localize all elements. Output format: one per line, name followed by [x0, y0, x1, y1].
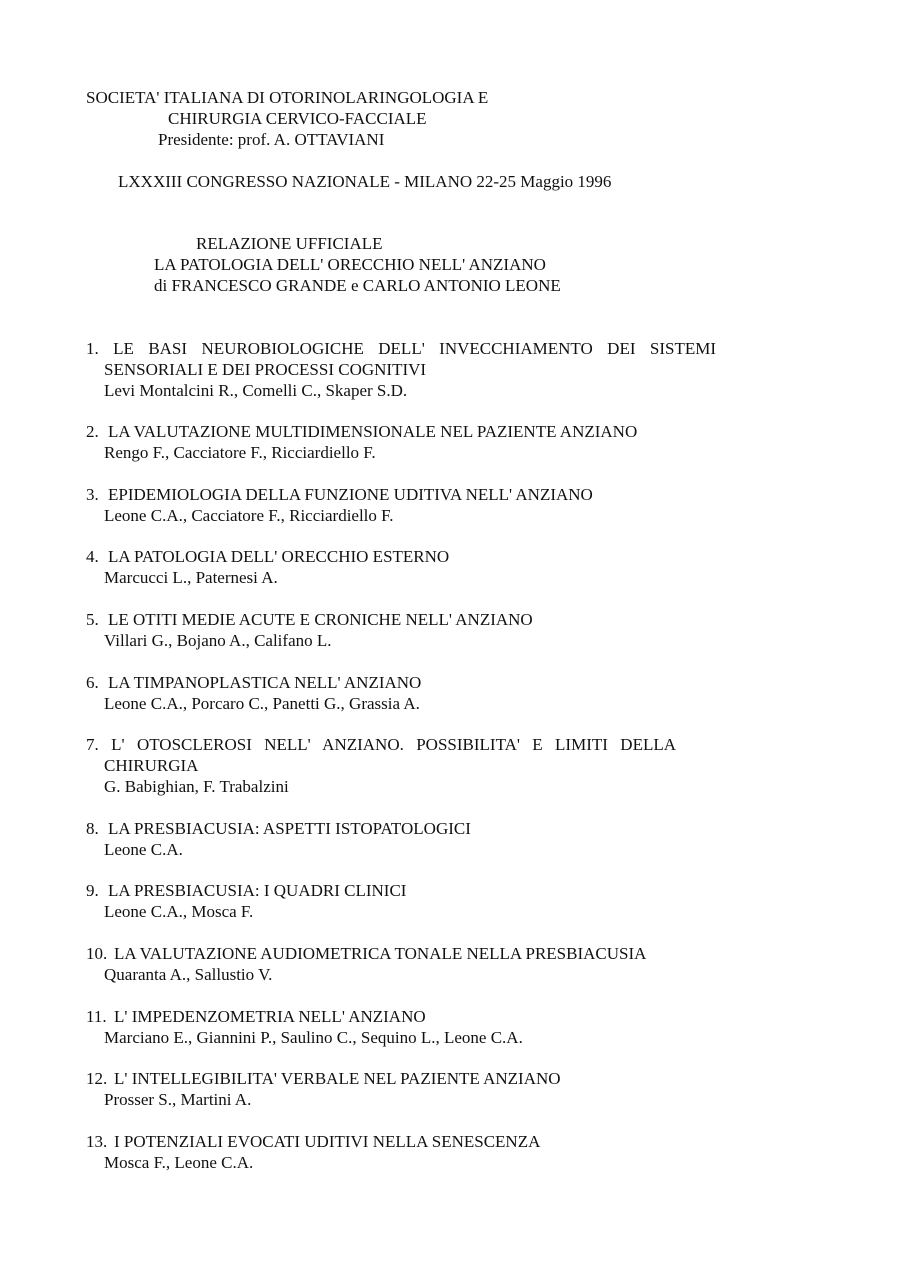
chapter-authors: Leone C.A., Porcaro C., Panetti G., Grassia A. [104, 694, 420, 713]
chapter-9 [86, 880, 406, 922]
chapter-authors: Mosca F., Leone C.A. [104, 1153, 254, 1172]
chapter-title-continued: SENSORIALI E DEI PROCESSI COGNITIVI [104, 360, 427, 379]
chapter-number: 8. [86, 819, 99, 838]
chapter-authors: Levi Montalcini R., Comelli C., Skaper S.D. [104, 381, 408, 400]
chapter-number: 6. [86, 673, 99, 692]
chapter-3 [86, 484, 593, 526]
chapter-12 [86, 1068, 561, 1110]
chapter-authors: Leone C.A., Cacciatore F., Ricciardiello F. [104, 506, 394, 525]
chapter-title: I POTENZIALI EVOCATI UDITIVI NELLA SENESCENZA [114, 1132, 541, 1151]
chapter-title: LA VALUTAZIONE MULTIDIMENSIONALE NEL PAZIENTE ANZIANO [108, 422, 638, 441]
chapter-number: 9. [86, 881, 99, 900]
chapter-2 [86, 421, 637, 463]
chapter-number: 12. [86, 1069, 108, 1088]
chapter-authors: Marcucci L., Paternesi A. [104, 568, 278, 587]
chapter-number: 4. [86, 547, 99, 566]
chapter-title: EPIDEMIOLOGIA DELLA FUNZIONE UDITIVA NELL' ANZIANO [108, 485, 593, 504]
chapter-8 [86, 818, 471, 860]
chapter-title: L' OTOSCLEROSI NELL' ANZIANO. POSSIBILITA' E LIMITI DELLA [111, 735, 676, 754]
report-title: LA PATOLOGIA DELL' ORECCHIO NELL' ANZIANO [154, 255, 546, 274]
chapter-title: LA TIMPANOPLASTICA NELL' ANZIANO [108, 673, 422, 692]
chapter-title: LE OTITI MEDIE ACUTE E CRONICHE NELL' ANZIANO [108, 610, 533, 629]
chapter-authors: G. Babighian, F. Trabalzini [104, 777, 289, 796]
chapter-number: 2. [86, 422, 99, 441]
chapter-6 [86, 672, 421, 714]
chapter-title: LE BASI NEUROBIOLOGICHE DELL' INVECCHIAMENTO DEI SISTEMI [113, 339, 717, 358]
congress-title: LXXXIII CONGRESSO NAZIONALE - MILANO 22-25 Maggio 1996 [118, 172, 612, 191]
chapter-13 [86, 1131, 540, 1173]
chapter-title: LA VALUTAZIONE AUDIOMETRICA TONALE NELLA PRESBIACUSIA [114, 944, 647, 963]
chapter-number: 5. [86, 610, 99, 629]
chapter-11 [86, 1006, 523, 1048]
chapter-title: L' IMPEDENZOMETRIA NELL' ANZIANO [114, 1007, 426, 1026]
chapter-authors: Quaranta A., Sallustio V. [104, 965, 273, 984]
chapter-authors: Marciano E., Giannini P., Saulino C., Sequino L., Leone C.A. [104, 1028, 523, 1047]
report-label: RELAZIONE UFFICIALE [196, 234, 383, 253]
chapter-number: 10. [86, 944, 108, 963]
chapter-title: L' INTELLEGIBILITA' VERBALE NEL PAZIENTE ANZIANO [114, 1069, 561, 1088]
chapter-10 [86, 943, 646, 985]
chapter-authors: Leone C.A. [104, 840, 183, 859]
chapter-5 [86, 609, 533, 651]
society-president: Presidente: prof. A. OTTAVIANI [158, 130, 385, 149]
society-name-line1: SOCIETA' ITALIANA DI OTORINOLARINGOLOGIA E [86, 88, 489, 107]
chapter-number: 11. [86, 1007, 107, 1026]
chapter-number: 13. [86, 1132, 108, 1151]
chapter-authors: Leone C.A., Mosca F. [104, 902, 254, 921]
chapter-4 [86, 546, 449, 588]
chapter-number: 3. [86, 485, 99, 504]
chapter-title: LA PRESBIACUSIA: ASPETTI ISTOPATOLOGICI [108, 819, 471, 838]
chapter-number: 7. [86, 735, 99, 754]
chapter-title-continued: CHIRURGIA [104, 756, 199, 775]
chapter-1 [86, 338, 716, 401]
chapter-authors: Prosser S., Martini A. [104, 1090, 252, 1109]
chapter-authors: Villari G., Bojano A., Califano L. [104, 631, 332, 650]
chapter-title: LA PRESBIACUSIA: I QUADRI CLINICI [108, 881, 407, 900]
chapter-authors: Rengo F., Cacciatore F., Ricciardiello F. [104, 443, 376, 462]
chapter-title: LA PATOLOGIA DELL' ORECCHIO ESTERNO [108, 547, 450, 566]
chapter-number: 1. [86, 339, 99, 358]
report-authors: di FRANCESCO GRANDE e CARLO ANTONIO LEONE [154, 276, 561, 295]
chapter-7 [86, 734, 676, 797]
society-name-line2: CHIRURGIA CERVICO-FACCIALE [168, 109, 427, 128]
